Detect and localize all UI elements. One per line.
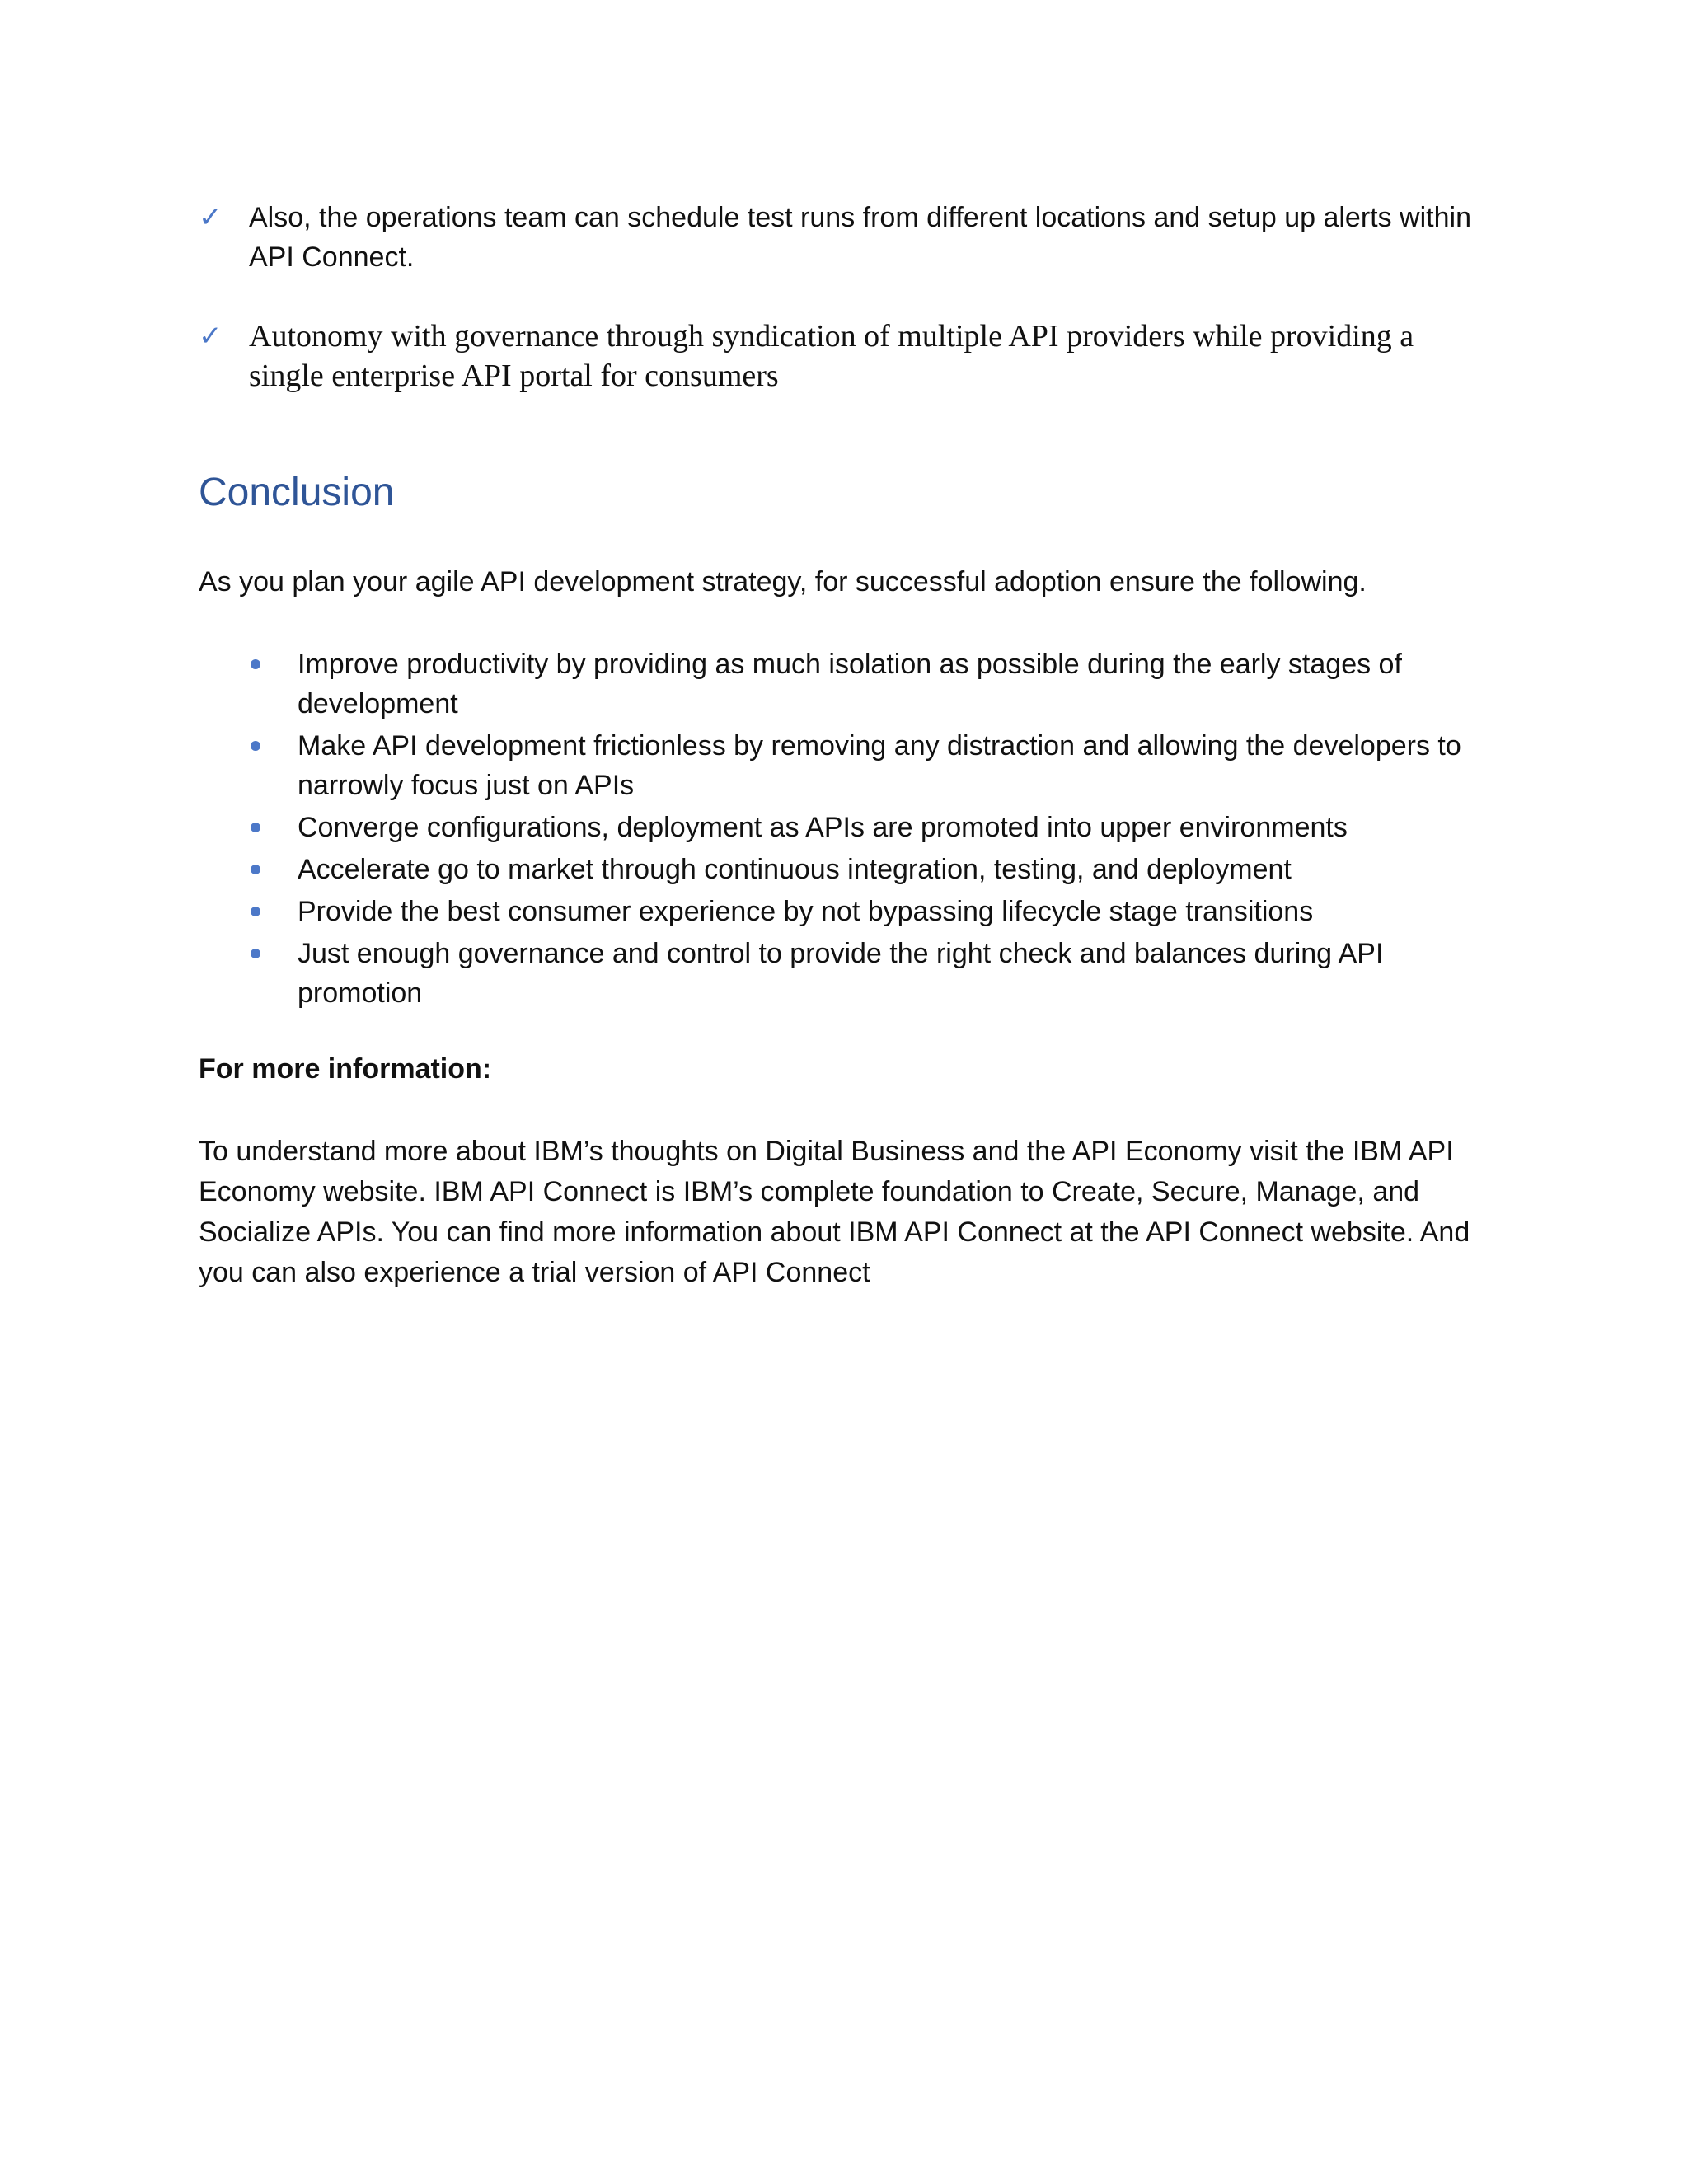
checklist-text-autonomy: Autonomy with governance through syndication of multiple API providers while providing a single enterprise API portal for consumers <box>249 319 1414 393</box>
bullet-dot-icon <box>251 823 260 832</box>
bullet-text: Converge configurations, deployment as APIs are promoted into upper environments <box>298 812 1348 843</box>
check-mark-icon: ✓ <box>199 201 223 234</box>
bullet-dot-icon <box>251 949 260 958</box>
more-information-heading: For more information: <box>199 1053 492 1085</box>
checklist-text-operations: Also, the operations team can schedule test runs from different locations and setup up alerts within API Connect. <box>249 202 1471 273</box>
bullet-dot-icon <box>251 659 260 669</box>
checklist-item-autonomy <box>199 316 1493 396</box>
conclusion-bullet-list <box>199 644 1493 1013</box>
bullet-item-productivity <box>199 644 1493 724</box>
bullet-text: Make API development frictionless by removing any distraction and allowing the developers to narrowly focus just on APIs <box>298 730 1461 801</box>
conclusion-heading: Conclusion <box>199 471 395 514</box>
bullet-text: Accelerate go to market through continuous integration, testing, and deployment <box>298 854 1292 885</box>
document-content <box>199 198 1493 1293</box>
bullet-item-converge <box>199 808 1493 847</box>
bullet-dot-icon <box>251 907 260 916</box>
bullet-item-frictionless <box>199 726 1493 805</box>
bullet-item-governance <box>199 934 1493 1013</box>
conclusion-intro: As you plan your agile API development strategy, for successful adoption ensure the following. <box>199 566 1367 598</box>
checklist-item-operations <box>199 198 1493 277</box>
bullet-dot-icon <box>251 865 260 874</box>
bullet-text: Improve productivity by providing as much isolation as possible during the early stages of development <box>298 649 1402 719</box>
bullet-item-accelerate <box>199 850 1493 889</box>
bullet-dot-icon <box>251 741 260 751</box>
bullet-item-consumer-experience <box>199 892 1493 931</box>
bullet-text: Provide the best consumer experience by not bypassing lifecycle stage transitions <box>298 896 1314 927</box>
more-information-paragraph: To understand more about IBM’s thoughts on Digital Business and the API Economy visit the IBM API Economy website. IBM API Connect is IBM’s complete foundation to Create, Secure, Manage, and Socialize APIs. You can find more information about IBM API Connect at the API Connect website. And you can also experience a trial version of API Connect <box>199 1136 1470 1288</box>
bullet-text: Just enough governance and control to provide the right check and balances during API promotion <box>298 938 1384 1009</box>
check-mark-icon: ✓ <box>199 320 223 353</box>
